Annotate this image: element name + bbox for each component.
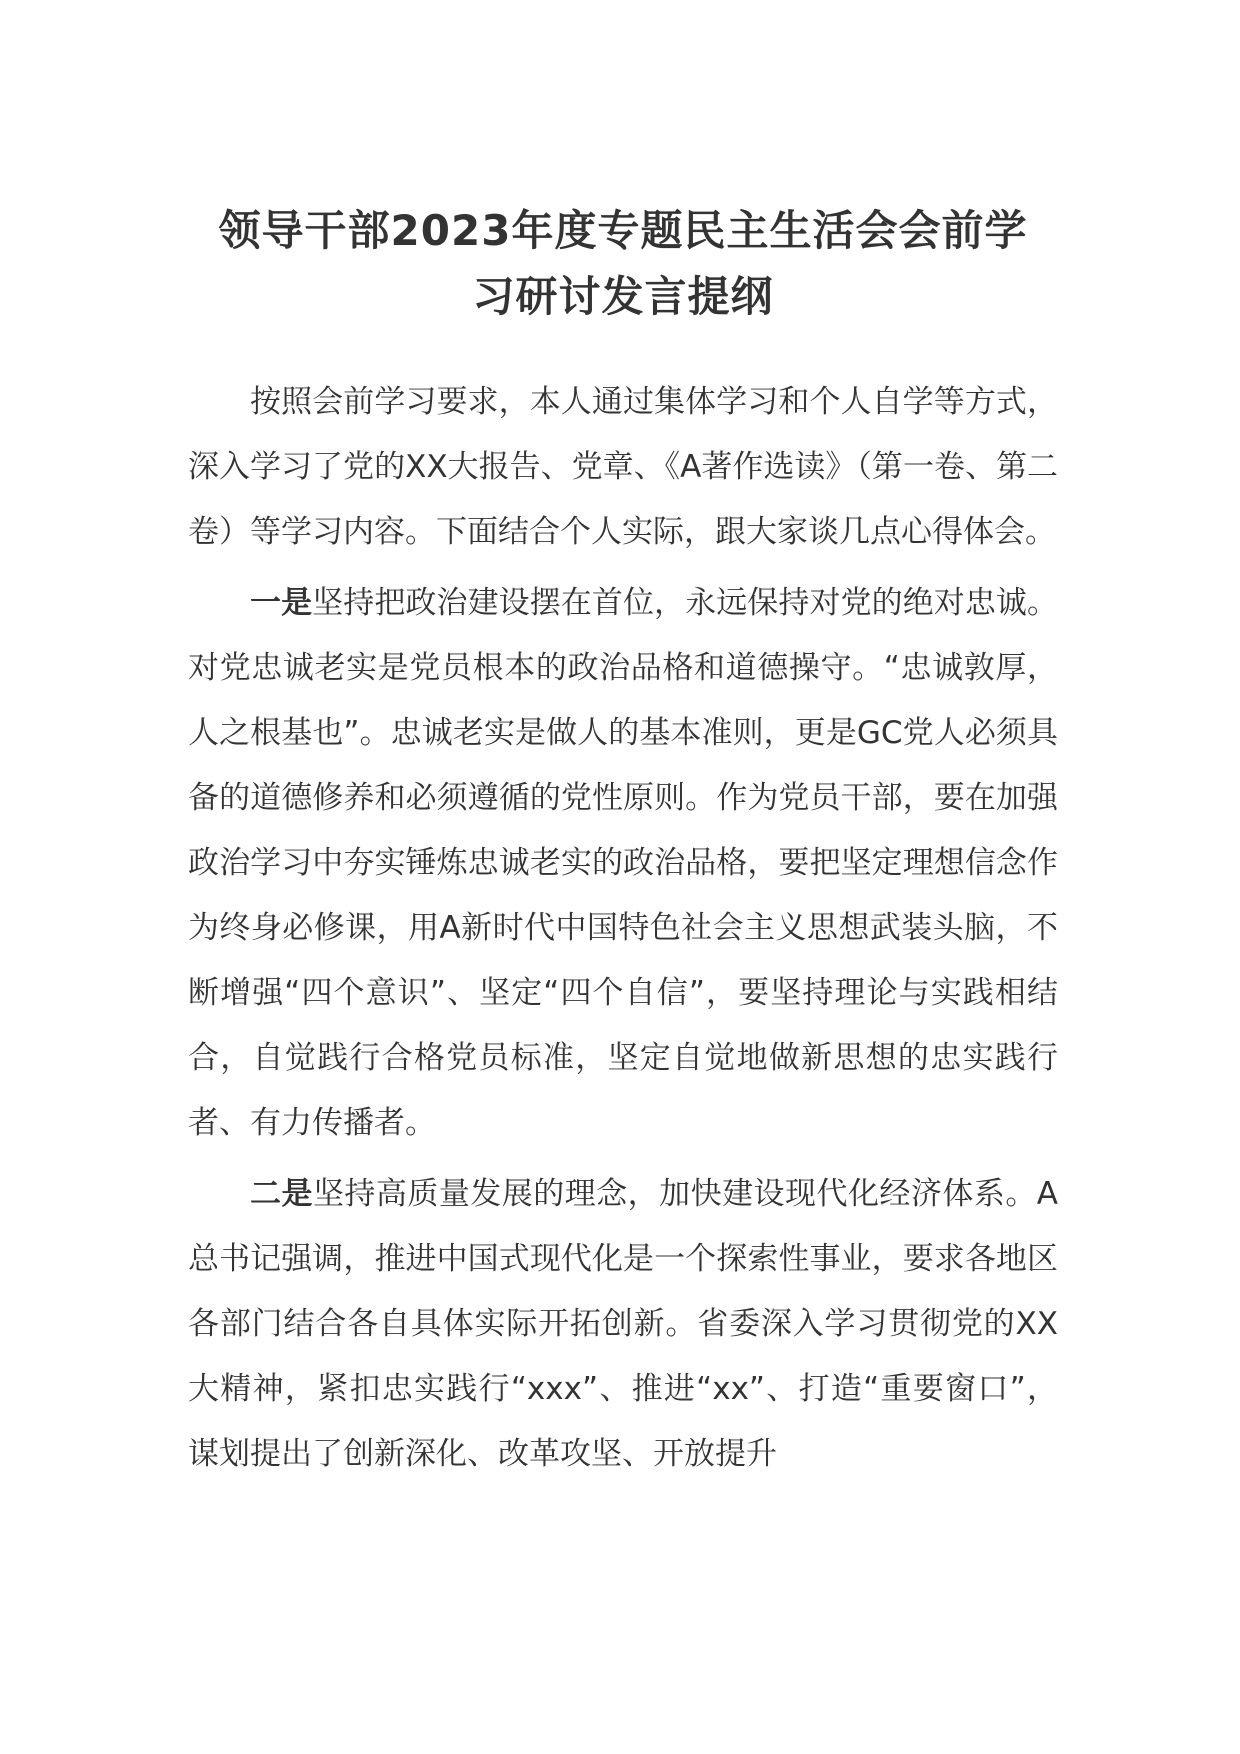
point-one-paragraph bbox=[188, 571, 1058, 1156]
point-two-paragraph bbox=[188, 1162, 1058, 1487]
title-line-1: 领导干部2023年度专题民主生活会会前学 bbox=[218, 206, 1028, 255]
point-one-text: 坚持把政治建设摆在首位，永远保持对党的绝对忠诚。对党忠诚老实是党员根本的政治品格和道德操守。“忠诚敦厚，人之根基也”。忠诚老实是做人的基本准则，更是GC党人必须具备的道德修养和必须遵循的党性原则。作为党员干部，要在加强政治学习中夯实锤炼忠诚老实的政治品格，要把坚定理想信念作为终身必修课，用A新时代中国特色社会主义思想武装头脑，不断增强“四个意识”、坚定“四个自信”，要坚持理论与实践相结合，自觉践行合格党员标准，坚定自觉地做新思想的忠实践行者、有力传播者。 bbox=[188, 585, 1059, 1141]
document-title bbox=[188, 198, 1058, 330]
point-two-lead: 二是 bbox=[250, 1176, 313, 1212]
point-two-text: 坚持高质量发展的理念，加快建设现代化经济体系。A总书记强调，推进中国式现代化是一个探索性事业，要求各地区各部门结合各自具体实际开拓创新。省委深入学习贯彻党的XX大精神，紧扣忠实践行“xxx”、推进“xx”、打造“重要窗口”，谋划提出了创新深化、改革攻坚、开放提升 bbox=[188, 1176, 1058, 1472]
point-one-lead: 一是 bbox=[250, 585, 313, 621]
document-page bbox=[188, 198, 1058, 1493]
intro-paragraph: 按照会前学习要求，本人通过集体学习和个人自学等方式，深入学习了党的XX大报告、党章、《A著作选读》（第一卷、第二卷）等学习内容。下面结合个人实际，跟大家谈几点心得体会。 bbox=[188, 384, 1058, 550]
title-line-2: 习研讨发言提纲 bbox=[472, 272, 774, 321]
document-body bbox=[188, 370, 1058, 1487]
